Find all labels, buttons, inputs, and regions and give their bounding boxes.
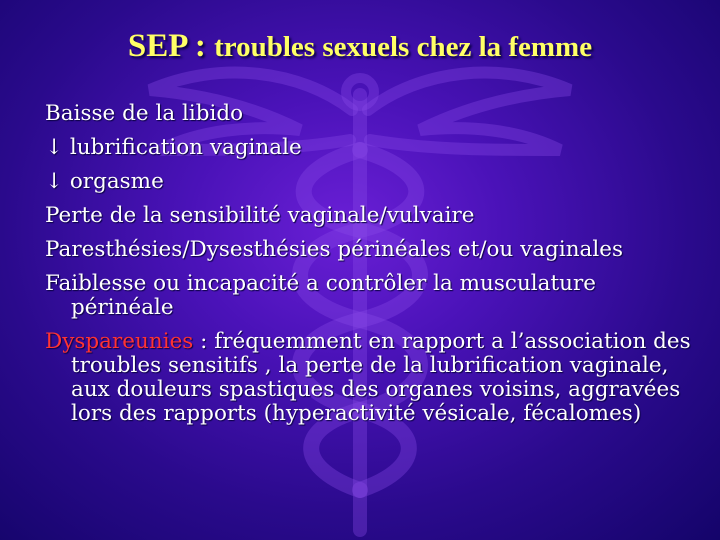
bullet-item (45, 136, 705, 160)
bullet-list (45, 102, 705, 436)
bullet-text: Perte de la sensibilité vaginale/vulvaire (45, 203, 475, 228)
bullet-text: ↓ orgasme (45, 169, 164, 194)
bullet-text: ↓ lubrification vaginale (45, 135, 302, 160)
bullet-text: : fréquemment en rapport a l’association des troubles sensitifs , la perte de la lubrification vaginale, aux douleurs spastiques des organes voisins, aggravées lors des rapports (hyperactivité vésicale, fécalomes) (71, 329, 691, 426)
title-rest: troubles sexuels chez la femme (214, 31, 593, 63)
bullet-item (45, 238, 705, 262)
bullet-text: Faiblesse ou incapacité a contrôler la musculature périnéale (45, 271, 596, 320)
bullet-item (45, 204, 705, 228)
slide-title (0, 28, 720, 65)
bullet-item (45, 170, 705, 194)
bullet-item (45, 102, 705, 126)
bullet-text: Baisse de la libido (45, 101, 244, 126)
bullet-item (45, 272, 705, 320)
bullet-text: Paresthésies/Dysesthésies périnéales et/ou vaginales (45, 237, 623, 262)
title-main: SEP : (127, 28, 215, 64)
bullet-item (45, 330, 705, 426)
bullet-highlight: Dyspareunies (45, 329, 194, 354)
